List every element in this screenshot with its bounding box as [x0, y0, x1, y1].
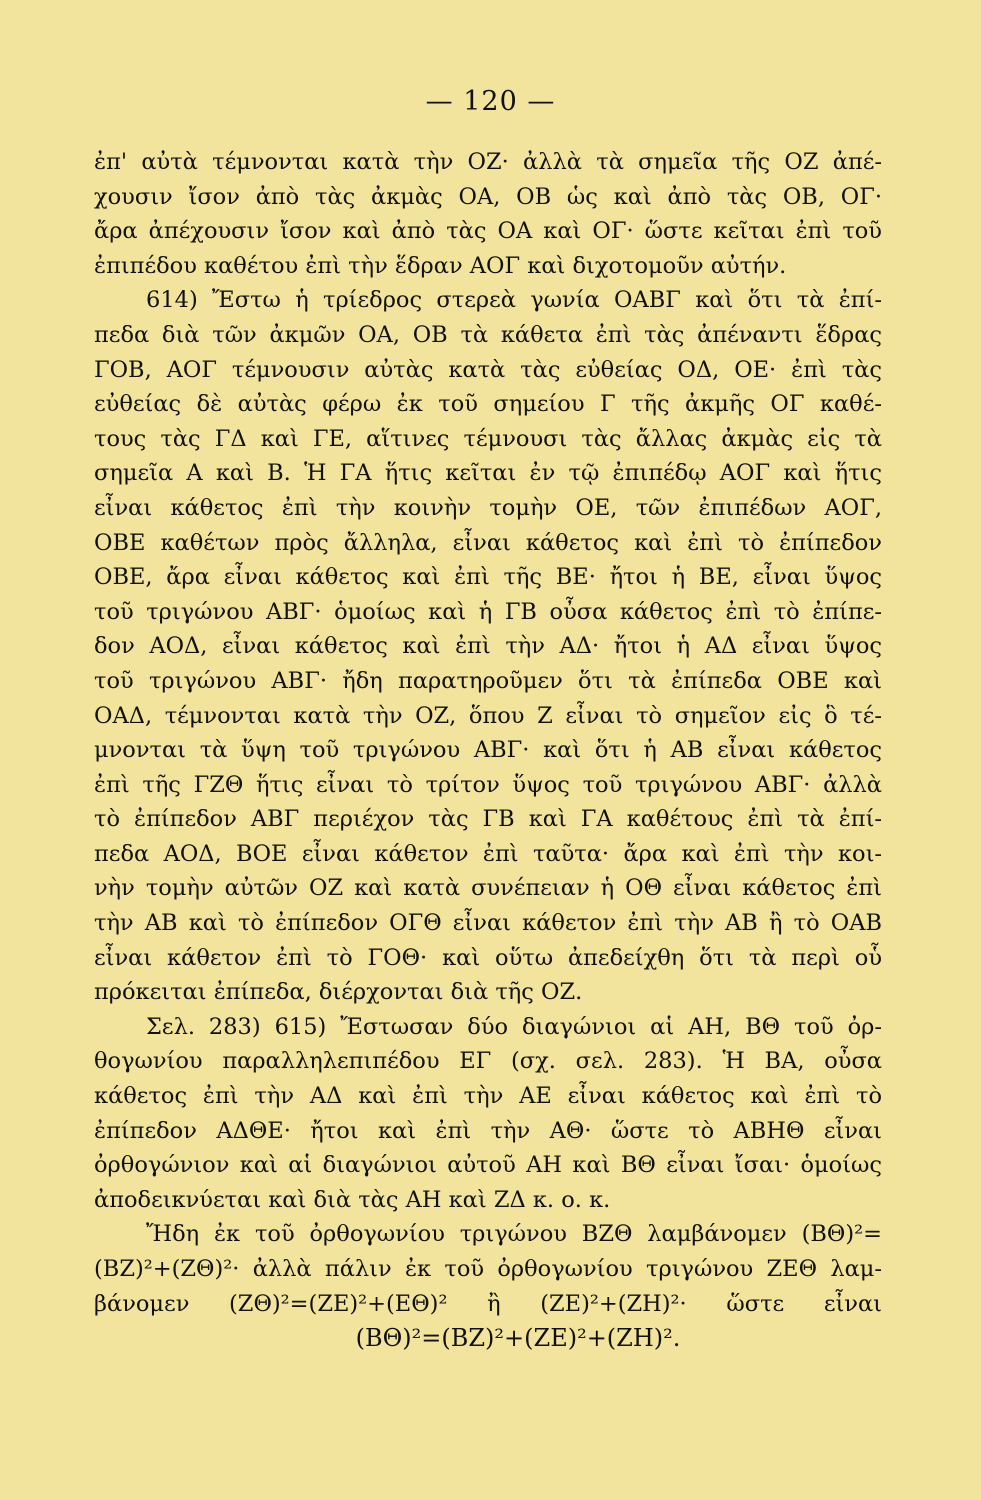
text-line: τὸ ἐπίπεδον ΑΒΓ περιέχον τὰς ΓΒ καὶ ΓΑ καθέτους ἐπὶ τὰ ἐπί-: [94, 806, 882, 833]
text-line: κάθετος ἐπὶ τὴν ΑΔ καὶ ἐπὶ τὴν ΑΕ εἶναι κάθετος καὶ ἐπὶ τὸ: [94, 1083, 882, 1110]
body-text: [94, 145, 882, 1356]
text-line: θογωνίου παραλληλεπιπέδου ΕΓ (σχ. σελ. 283). Ἡ ΒΑ, οὖσα: [94, 1048, 882, 1075]
text-line: τους τὰς ΓΔ καὶ ΓΕ, αἵτινες τέμνουσι τὰς ἄλλας ἀκμὰς εἰς τὰ: [94, 425, 882, 452]
text-line: δον ΑΟΔ, εἶναι κάθετος καὶ ἐπὶ τὴν ΑΔ· ἤτοι ἡ ΑΔ εἶναι ὕψος: [94, 633, 882, 660]
text-line: ΟΑΔ, τέμνονται κατὰ τὴν ΟΖ, ὅπου Ζ εἶναι τὸ σημεῖον εἰς ὃ τέ-: [94, 702, 882, 729]
text-line: ἀποδεικνύεται καὶ διὰ τὰς ΑΗ καὶ ΖΔ κ. ο. κ.: [94, 1186, 611, 1213]
text-line: ὀρθογώνιον καὶ αἱ διαγώνιοι αὐτοῦ ΑΗ καὶ ΒΘ εἶναι ἴσαι· ὁμοίως: [94, 1152, 882, 1179]
text-line: τοῦ τριγώνου ΑΒΓ· ὁμοίως καὶ ἡ ΓΒ οὖσα κάθετος ἐπὶ τὸ ἐπίπε-: [94, 598, 882, 625]
text-line: ΓΟΒ, ΑΟΓ τέμνουσιν αὐτὰς κατὰ τὰς εὐθείας ΟΔ, ΟΕ· ἐπὶ τὰς: [94, 356, 882, 383]
text-line: ἄρα ἀπέχουσιν ἴσον καὶ ἀπὸ τὰς ΟΑ καὶ ΟΓ· ὥστε κεῖται ἐπὶ τοῦ: [94, 218, 882, 245]
text-line: βάνομεν (ΖΘ)²=(ΖΕ)²+(ΕΘ)² ἢ (ΖΕ)²+(ΖΗ)²· ὥστε εἶναι: [94, 1290, 882, 1317]
text-line: μνονται τὰ ὕψη τοῦ τριγώνου ΑΒΓ· καὶ ὅτι ἡ ΑΒ εἶναι κάθετος: [94, 737, 882, 764]
text-line: ἐπιπέδου καθέτου ἐπὶ τὴν ἕδραν ΑΟΓ καὶ διχοτομοῦν αὐτήν.: [94, 252, 787, 279]
text-line: πρόκειται ἐπίπεδα, διέρχονται διὰ τῆς ΟΖ.: [94, 979, 583, 1006]
text-line: πεδα διὰ τῶν ἀκμῶν ΟΑ, ΟΒ τὰ κάθετα ἐπὶ τὰς ἀπέναντι ἕδρας: [94, 321, 882, 348]
text-line: τὴν ΑΒ καὶ τὸ ἐπίπεδον ΟΓΘ εἶναι κάθετον ἐπὶ τὴν ΑΒ ἢ τὸ ΟΑΒ: [94, 910, 882, 937]
text-line: (ΒΘ)²=(ΒΖ)²+(ΖΕ)²+(ΖΗ)².: [355, 1324, 681, 1353]
text-line: ἐπὶ τῆς ΓΖΘ ἥτις εἶναι τὸ τρίτον ὕψος τοῦ τριγώνου ΑΒΓ· ἀλλὰ: [94, 771, 882, 798]
text-line: σημεῖα Α καὶ Β. Ἡ ΓΑ ἥτις κεῖται ἐν τῷ ἐπιπέδῳ ΑΟΓ καὶ ἥτις: [94, 460, 882, 487]
text-line: ΟΒΕ καθέτων πρὸς ἄλληλα, εἶναι κάθετος καὶ ἐπὶ τὸ ἐπίπεδον: [94, 529, 882, 556]
text-line: ΟΒΕ, ἄρα εἶναι κάθετος καὶ ἐπὶ τῆς ΒΕ· ἤτοι ἡ ΒΕ, εἶναι ὕψος: [94, 564, 882, 591]
text-line: νὴν τομὴν αὐτῶν ΟΖ καὶ κατὰ συνέπειαν ἡ ΟΘ εἶναι κάθετος ἐπὶ: [94, 875, 882, 902]
text-line: πεδα ΑΟΔ, ΒΟΕ εἶναι κάθετον ἐπὶ ταῦτα· ἄρα καὶ ἐπὶ τὴν κοι-: [94, 840, 882, 867]
text-line: ἐπ' αὐτὰ τέμνονται κατὰ τὴν ΟΖ· ἀλλὰ τὰ σημεῖα τῆς ΟΖ ἀπέ-: [94, 149, 882, 175]
text-line: εὐθείας δὲ αὐτὰς φέρω ἐκ τοῦ σημείου Γ τῆς ἀκμῆς ΟΓ καθέ-: [94, 391, 882, 418]
text-line: τοῦ τριγώνου ΑΒΓ· ἤδη παρατηροῦμεν ὅτι τὰ ἐπίπεδα ΟΒΕ καὶ: [94, 667, 882, 694]
text-line: Σελ. 283) 615) Ἔστωσαν δύο διαγώνιοι αἱ ΑΗ, ΒΘ τοῦ ὀρ-: [146, 1013, 882, 1040]
text-line: εἶναι κάθετον ἐπὶ τὸ ΓΟΘ· καὶ οὕτω ἀπεδείχθη ὅτι τὰ περὶ οὗ: [94, 944, 882, 971]
text-line: εἶναι κάθετος ἐπὶ τὴν κοινὴν τομὴν ΟΕ, τῶν ἐπιπέδων ΑΟΓ,: [94, 494, 882, 521]
page-number: — 120 —: [425, 86, 556, 117]
text-line: ἐπίπεδον ΑΔΘΕ· ἤτοι καὶ ἐπὶ τὴν ΑΘ· ὥστε τὸ ΑΒΗΘ εἶναι: [94, 1117, 882, 1144]
text-line: 614) Ἔστω ἡ τρίεδρος στερεὰ γωνία ΟΑΒΓ καὶ ὅτι τὰ ἐπί-: [146, 287, 882, 314]
text-line: χουσιν ἴσον ἀπὸ τὰς ἀκμὰς ΟΑ, ΟΒ ὡς καὶ ἀπὸ τὰς ΟΒ, ΟΓ·: [94, 183, 882, 210]
text-line: Ἤδη ἐκ τοῦ ὀρθογωνίου τριγώνου ΒΖΘ λαμβάνομεν (ΒΘ)²=: [146, 1221, 882, 1248]
text-line: (ΒΖ)²+(ΖΘ)²· ἀλλὰ πάλιν ἐκ τοῦ ὀρθογωνίου τριγώνου ΖΕΘ λαμ-: [94, 1256, 882, 1282]
